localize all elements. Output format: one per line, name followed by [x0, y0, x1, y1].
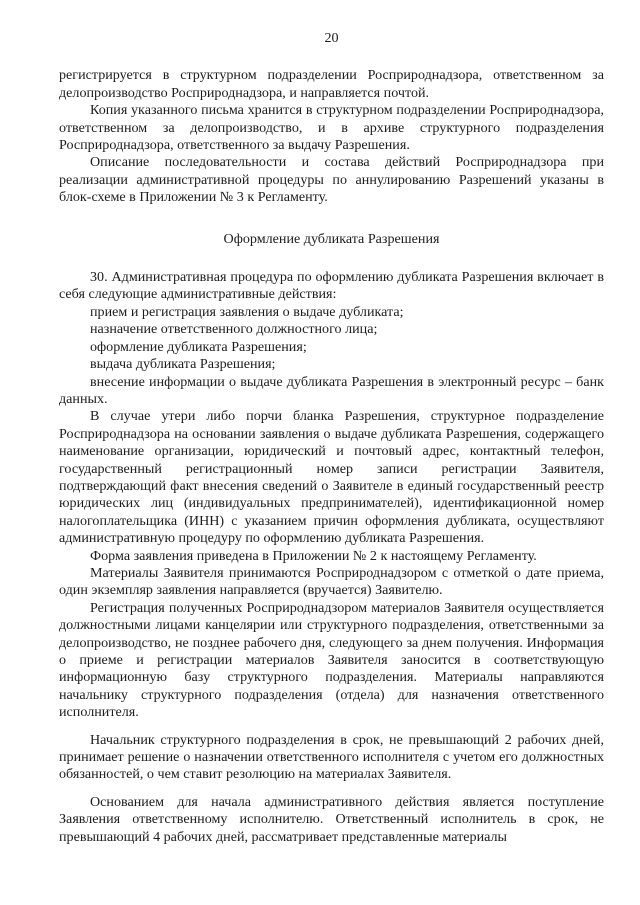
action-item: оформление дубликата Разрешения; [90, 338, 307, 355]
action-item: назначение ответственного должностного лица; [90, 321, 378, 338]
acceptance-paragraph: Материалы Заявителя принимаются Росприроднадзором с отметкой о дате приема, один экземпляр заявления направляется (вручается) Заявителю. [59, 564, 604, 599]
actions-list [59, 304, 604, 408]
form-paragraph: Форма заявления приведена в Приложении № 2 к настоящему Регламенту. [90, 547, 537, 564]
registration-paragraph: Регистрация полученных Росприроднадзором материалов Заявителя осуществляется должностными лицами канцелярии или структурного подразделения, ответственными за делопроизводство, не позднее рабочего дня, следующего за днем получения. Информация о приеме и регистрации материалов Заявителя заносится в соответствующую информационную базу структурного подразделения. Материалы направляются начальнику структурного подразделения (отдела) для назначения ответственного исполнителя. [59, 599, 604, 721]
action-item: выдача дубликата Разрешения; [90, 356, 276, 373]
loss-case-paragraph: В случае утери либо порчи бланка Разрешения, структурное подразделение Росприроднадзора на основании заявления о выдаче дубликата Разрешения, содержащего наименование организации, юридический и почтовый адрес, контактный телефон, государственный регистрационный номер записи регистрации Заявителя, подтверждающий факт внесения сведений о Заявителе в единый государственный реестр юридических лиц (индивидуальных предпринимателей), идентификационной номер налогоплательщика (ИНН) с указанием причин оформления дубликата, осуществляют административную процедуру по оформлению дубликата Разрешения. [59, 408, 604, 547]
section-heading: Оформление дубликата Разрешения [223, 230, 440, 247]
action-item: прием и регистрация заявления о выдаче дубликата; [90, 303, 404, 320]
intro-copy-storage: Копия указанного письма хранится в структурном подразделении Росприроднадзора, ответственном за делопроизводство, и в архиве структурного подразделения Росприроднадзора, ответственного за выдачу Разрешения. [59, 102, 604, 154]
action-item: внесение информации о выдаче дубликата Разрешения в электронный ресурс – банк данных. [59, 373, 604, 407]
head-decision-paragraph: Начальник структурного подразделения в срок, не превышающий 2 рабочих дней, принимает решение о назначении ответственного исполнителя с учетом его должностных обязанностей, о чем ставит резолюцию на материалах Заявителя. [59, 731, 604, 783]
intro-description: Описание последовательности и состава действий Росприроднадзора при реализации административной процедуры по аннулированию Разрешений указаны в блок-схеме в Приложении № 3 к Регламенту. [59, 154, 604, 206]
basis-paragraph: Основанием для начала административного действия является поступление Заявления ответственному исполнителю. Ответственный исполнитель в срок, не превышающий 4 рабочих дней, рассматривает представленные материалы [59, 793, 604, 845]
section-lead: 30. Административная процедура по оформлению дубликата Разрешения включает в себя следующие административные действия: [59, 269, 604, 303]
page-number: 20 [324, 30, 339, 46]
intro-continuation: регистрируется в структурном подразделении Росприроднадзора, ответственном за делопроизводство Росприроднадзора, и направляется почтой. [59, 67, 604, 101]
